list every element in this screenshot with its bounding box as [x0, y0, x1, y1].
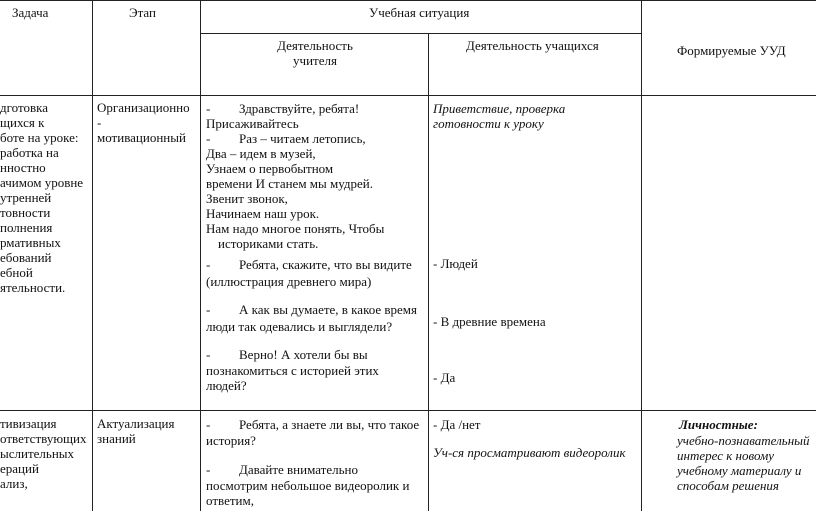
- header-bottom-border: [0, 95, 816, 96]
- students-answer-yes-no: - Да /нет: [433, 417, 481, 432]
- header-student-activity: Деятельность учащихся: [466, 38, 599, 53]
- row2-stage: Актуализация знаний: [97, 416, 175, 446]
- column-divider-teacher: [428, 33, 429, 511]
- teacher-question-what-time-cont: люди так одевались и выглядели?: [206, 319, 393, 334]
- students-answer-people: - Людей: [433, 256, 478, 271]
- row1-task: дготовка щихся к боте на уроке: работка на нностно ачимом уровне утренней товности полнения рмативных ебований ебной ятельности.: [0, 100, 84, 295]
- column-divider-task: [92, 0, 93, 511]
- header-uud: Формируемые УУД: [677, 43, 786, 58]
- students-greeting: Приветствие, проверка готовности к уроку: [433, 101, 566, 131]
- teacher-instruction-video-cont: посмотрим небольшое видеоролик и ответим,: [206, 478, 410, 508]
- students-watch-video: Уч-ся просматривают видеоролик: [433, 445, 626, 460]
- uud-personal-lines: учебно-познавательный интерес к новому учебному материалу и способам решения: [677, 433, 810, 493]
- table-top-border: [0, 0, 816, 1]
- subheader-divider: [200, 33, 641, 34]
- header-learning-situation: Учебная ситуация: [369, 5, 470, 20]
- uud-personal-title: Личностные:: [679, 417, 758, 432]
- teacher-question-history-cont: история?: [206, 433, 256, 448]
- column-divider-stage: [200, 0, 201, 511]
- lesson-plan-table: Задача Этап Учебная ситуация Деятельность учителя Деятельность учащихся Формируемые УУД дготовка щихся к боте на уроке: работка на нностно ачимом уровне утренней товности полнения рмативных ебований ебной ятельности. Организационно - мотивационный - Здравствуйте, ребята! Присаживайтесь - Раз – читаем летопись, Два – идем в музей, Узнаем о первобытном времени И станем мы мудрей. Звенит звонок, Начинаем наш урок. Нам надо многое понять, Чтобы историками стать. - Ребята, скажите, что вы видите (иллюстрация древнего мира) - А как вы думаете, в какое время люди так одевались и выглядели? - Верно! А хотели бы вы познакомиться с историей этих людей? Приветствие, проверка готовности к уроку - Людей - В древние времена - Да тивизация ответствующих ыслительных ераций ализ, Актуализация знаний - Ребята, а знаете ли вы, что такое история? - Давайте внимательно посмотрим небольшое видеоролик и ответим, - Да /нет Уч-ся просматривают видеоролик Личностные: учебно-познавательный интерес к новому учебному материалу и способам решения: [0, 0, 816, 511]
- row-divider: [0, 410, 816, 411]
- column-divider-students: [641, 0, 642, 511]
- header-stage: Этап: [129, 5, 156, 20]
- header-task: Задача: [12, 5, 49, 20]
- teacher-poem: Два – идем в музей, Узнаем о первобытном времени И станем мы мудрей. Звенит звонок, Начинаем наш урок. Нам надо многое понять, Чтобы историками стать.: [206, 146, 385, 251]
- students-answer-ancient: - В древние времена: [433, 314, 546, 329]
- header-teacher-activity: Деятельность учителя: [277, 38, 353, 68]
- row1-stage: Организационно - мотивационный: [97, 100, 190, 145]
- row2-task: тивизация ответствующих ыслительных ераций ализ,: [0, 416, 87, 491]
- teacher-question-what-see-cont: (иллюстрация древнего мира): [206, 274, 372, 289]
- teacher-question-want-learn-cont: познакомиться с историей этих людей?: [206, 363, 379, 393]
- students-answer-yes: - Да: [433, 370, 456, 385]
- teacher-line-sit-down: Присаживайтесь: [206, 116, 299, 131]
